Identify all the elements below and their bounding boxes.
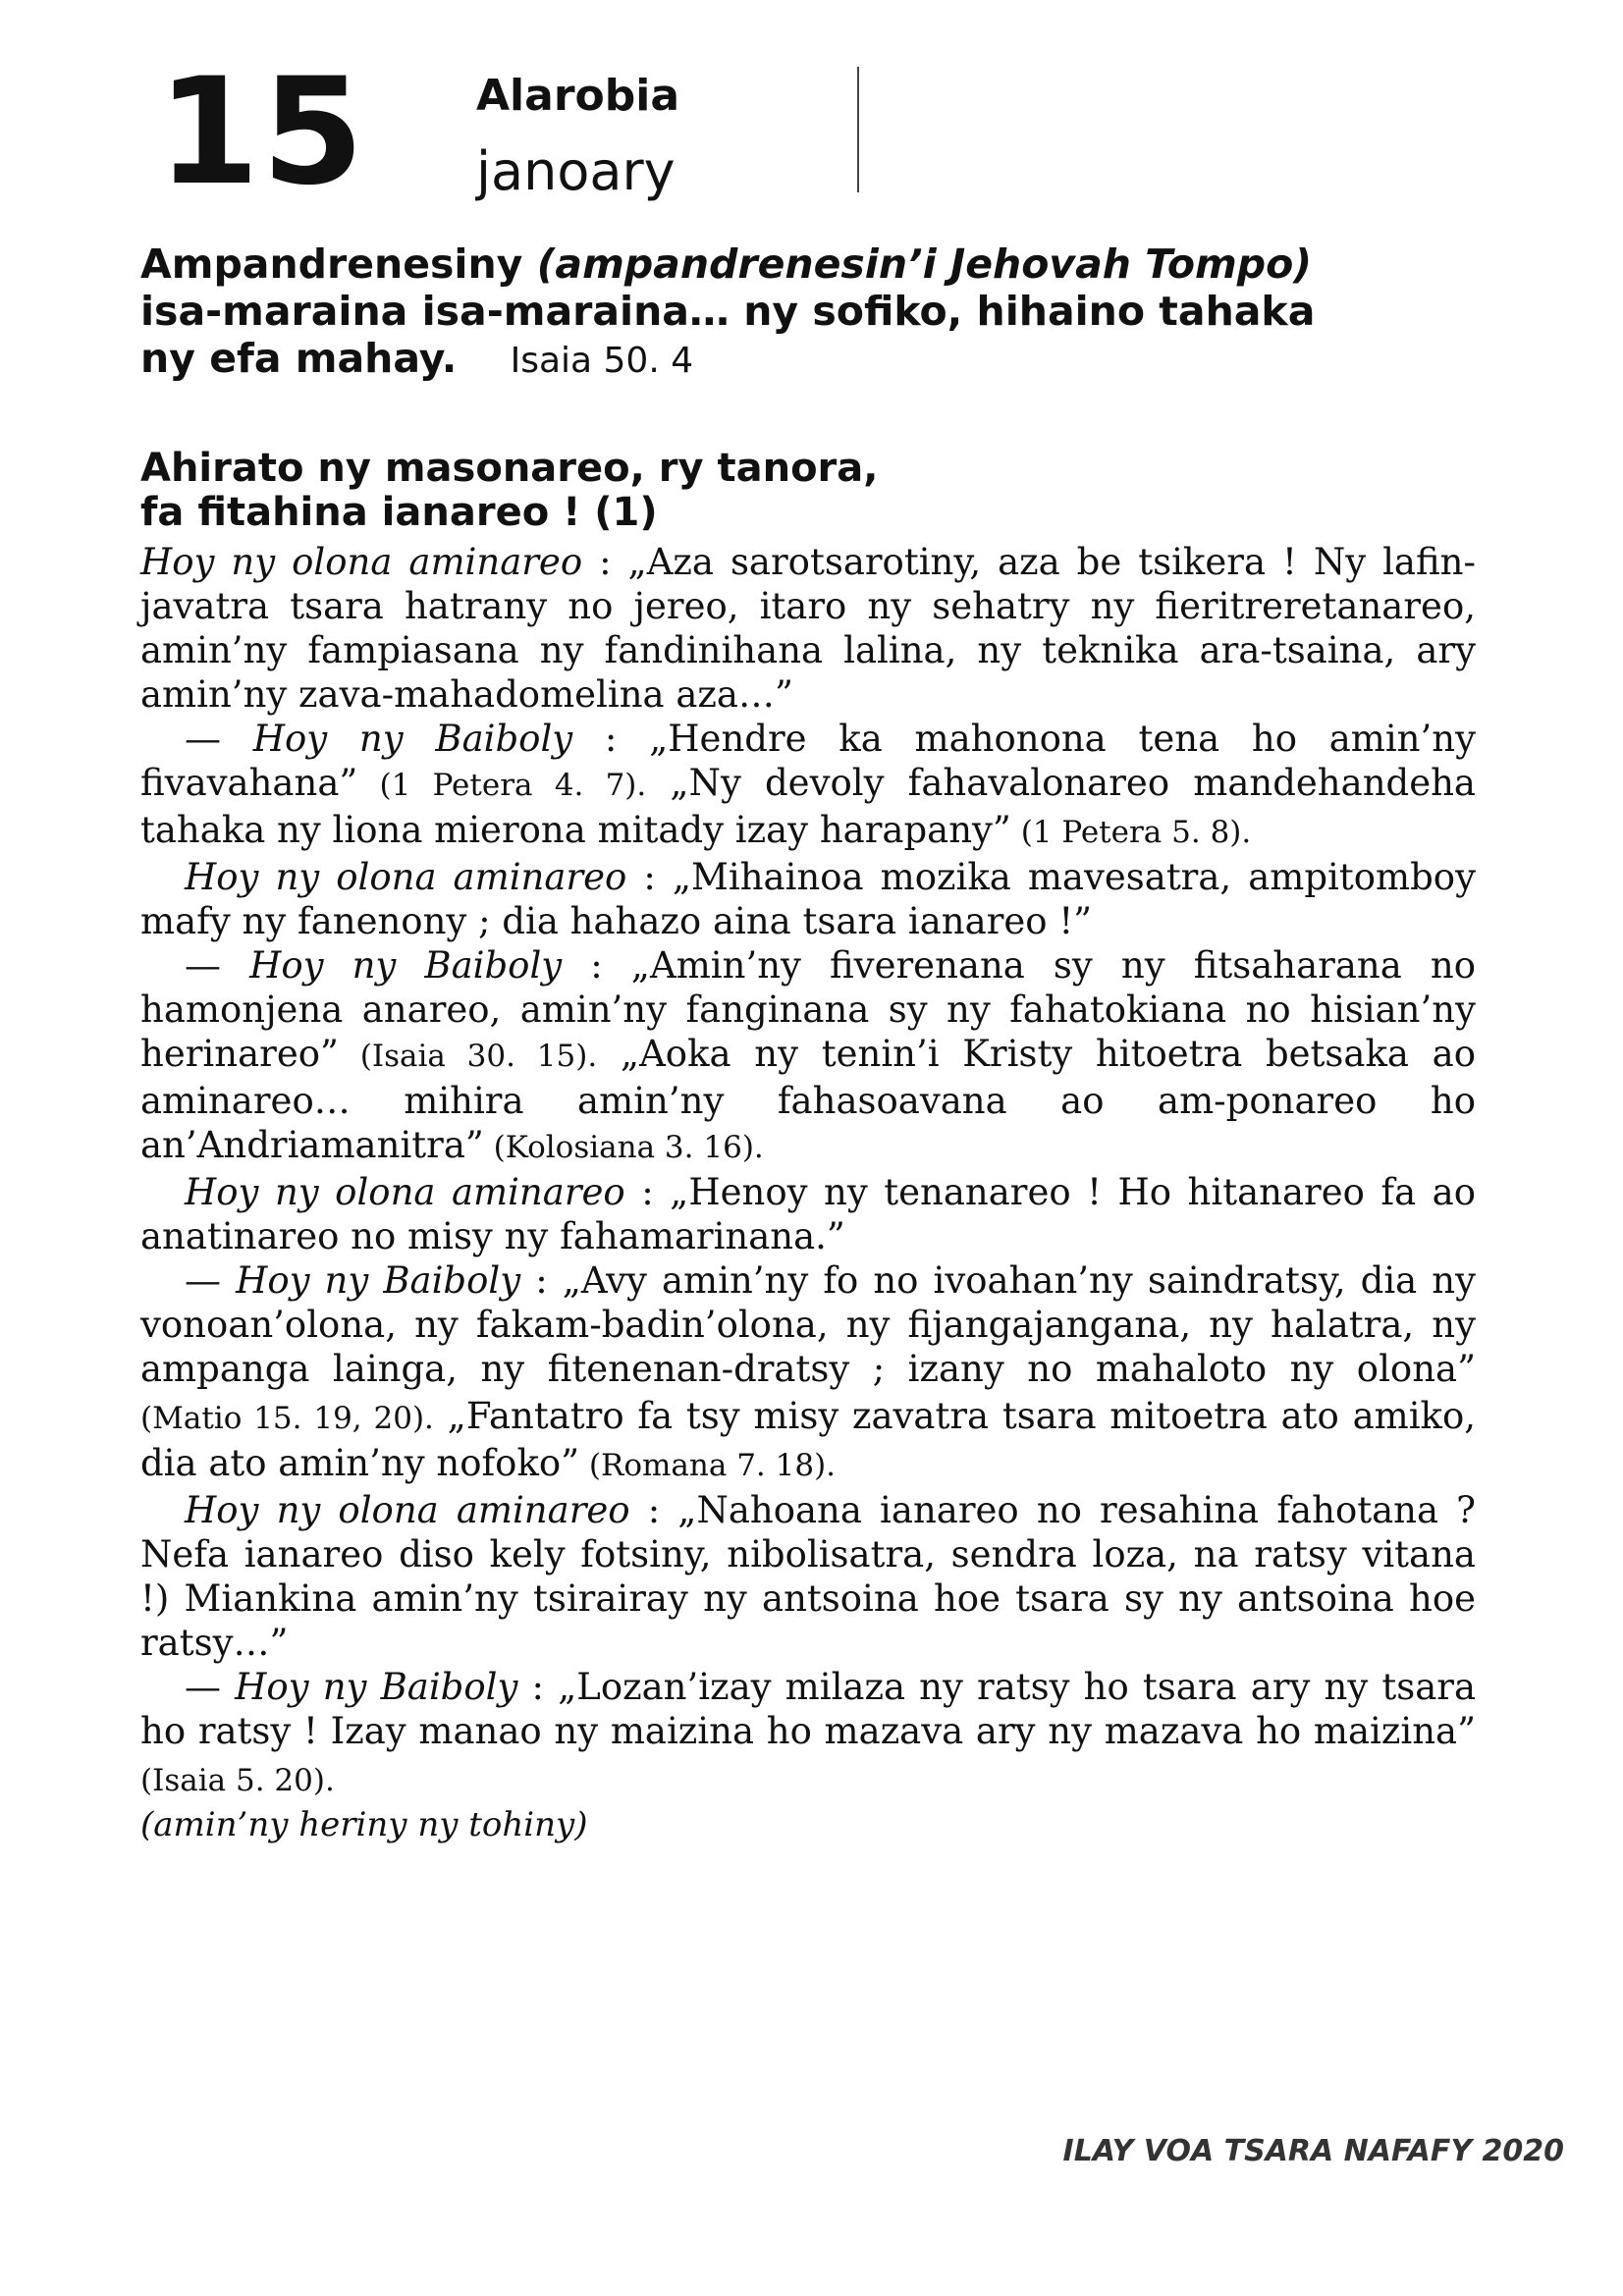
article-body xyxy=(140,540,1476,1847)
verse-line-3 xyxy=(140,335,1476,385)
citation: (Isaia 5. 20). xyxy=(140,1763,335,1798)
verse-start: Ampandrenesiny xyxy=(140,240,523,288)
daily-verse xyxy=(140,240,1476,385)
citation: (Matio 15. 19, 20). xyxy=(140,1401,434,1436)
speaker: Hoy ny Baiboly xyxy=(252,718,573,760)
dash: — xyxy=(185,1666,236,1708)
date-header xyxy=(157,47,864,218)
verse-reference: Isaia 50. 4 xyxy=(510,341,694,381)
speaker: Hoy ny olona aminareo xyxy=(140,541,583,583)
citation: (Romana 7. 18). xyxy=(579,1448,837,1483)
month: janoary xyxy=(476,140,676,202)
citation: (Isaia 30. 15). xyxy=(338,1039,598,1074)
paragraph-text-2: „Ny devoly fahavalonareo mandehandeha tahaka ny liona mierona mitady izay harapany” xyxy=(140,762,1476,851)
verse-italic: (ampandrenesin’i Jehovah Tompo) xyxy=(536,240,1313,288)
paragraph-text: : „Lozan’izay milaza ny ratsy ho tsara ary ny tsara ho ratsy ! Izay manao ny maizina ho mazava ary ny mazava ho maizina” xyxy=(140,1666,1477,1752)
paragraph-text: : „Mihainoa mozika mavesatra, ampitomboy mafy ny fanenony ; dia hahazo aina tsara ianareo !” xyxy=(140,856,1476,942)
paragraph xyxy=(140,1258,1476,1488)
verse-end: ny efa mahay. xyxy=(140,335,458,382)
article-title xyxy=(140,447,1220,535)
paragraph xyxy=(140,1665,1476,1803)
dash: — xyxy=(185,944,250,987)
article-title-line-2: fa fitahina ianareo ! (1) xyxy=(140,490,658,535)
header-divider xyxy=(857,67,859,192)
speaker: Hoy ny Baiboly xyxy=(235,1666,518,1708)
weekday: Alarobia xyxy=(476,71,680,121)
article-title-line-1: Ahirato ny masonareo, ry tanora, xyxy=(140,446,879,491)
citation: (Kolosiana 3. 16). xyxy=(483,1130,764,1165)
paragraph-text-2: „Fantatro fa tsy misy zavatra tsara mitoetra ato amiko, dia ato amin’ny nofoko” xyxy=(140,1395,1477,1484)
speaker: Hoy ny Baiboly xyxy=(249,944,563,987)
verse-line-2: isa-maraina isa-maraina… ny sofiko, hihaino tahaka xyxy=(140,288,1316,335)
paragraph xyxy=(140,717,1476,855)
paragraph-text: : „Nahoana ianareo no resahina fahotana ? Nefa ianareo diso kely fotsiny, nibolisatra, sendra loza, na ratsy vitana !) Miankina amin’ny tsirairay ny antsoina hoe tsara sy ny antsoina hoe ratsy…” xyxy=(140,1489,1477,1664)
dash: — xyxy=(185,1259,237,1302)
speaker: Hoy ny Baiboly xyxy=(236,1259,521,1302)
speaker: Hoy ny olona aminareo xyxy=(185,1489,630,1531)
day-number: 15 xyxy=(157,47,366,218)
speaker: Hoy ny olona aminareo xyxy=(185,856,627,898)
paragraph-text: : „Amin’ny fiverenana sy ny fitsaharana no hamonjena anareo, amin’ny fanginana sy ny fahatokiana no hisian’ny herinareo” xyxy=(140,944,1476,1075)
paragraph xyxy=(140,540,1476,717)
citation: (1 Petera 5. 8). xyxy=(1010,815,1252,850)
paragraph xyxy=(140,943,1476,1170)
dash: — xyxy=(185,718,253,760)
continued-note: (amin’ny heriny ny tohiny) xyxy=(140,1805,588,1844)
publication-footer: ILAY VOA TSARA NAFAFY 2020 xyxy=(1062,2134,1564,2168)
paragraph-text-2: „Aoka ny tenin’i Kristy hitoetra betsaka ao aminareo… mihira amin’ny fahasoavana ao am-ponareo ho an’Andriamanitra” xyxy=(140,1033,1477,1166)
citation: (1 Petera 4. 7). xyxy=(357,768,647,803)
paragraph xyxy=(140,1488,1476,1665)
paragraph-text: : „Henoy ny tenanareo ! Ho hitanareo fa ao anatinareo no misy ny fahamarinana.” xyxy=(140,1171,1476,1257)
paragraph xyxy=(140,855,1476,943)
paragraph-text: : „Avy amin’ny fo no ivoahan’ny saindratsy, dia ny vonoan’olona, ny fakam-badin’olona, ny fijangajangana, ny halatra, ny ampanga lainga, ny fitenenan-dratsy ; izany no mahaloto ny olona” xyxy=(140,1259,1477,1390)
speaker: Hoy ny olona aminareo xyxy=(185,1171,625,1213)
verse-line-1 xyxy=(140,240,1476,288)
paragraph xyxy=(140,1170,1476,1258)
paragraph-text: : „Aza sarotsarotiny, aza be tsikera ! Ny lafin-javatra tsara hatrany no jereo, itaro ny sehatry ny fieritreretanareo, amin’ny fampiasana ny fandinihana lalina, ny teknika ara-tsaina, ary amin’ny zava-mahadomelina aza…” xyxy=(140,541,1476,716)
paragraph-text: : „Hendre ka mahonona tena ho amin’ny fivavahana” xyxy=(140,718,1477,804)
